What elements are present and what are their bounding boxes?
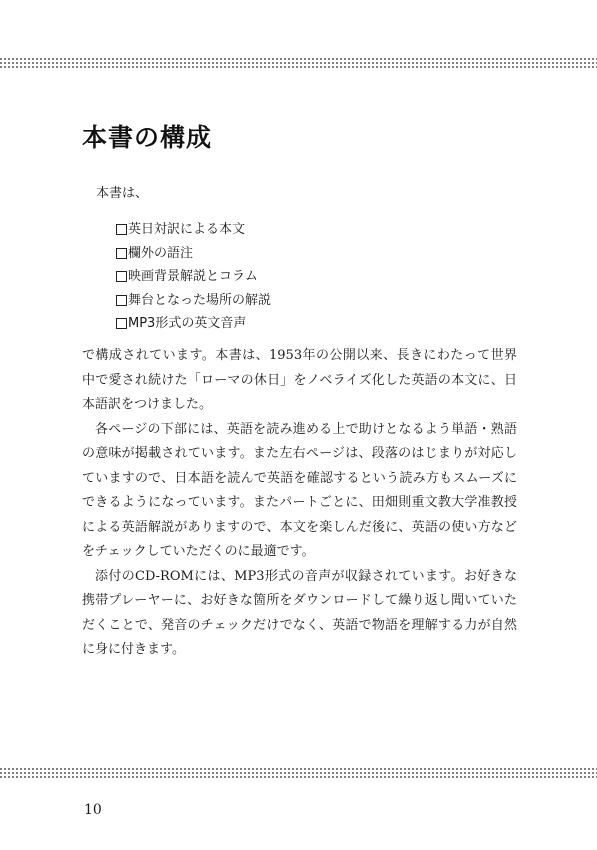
checkbox-icon — [116, 295, 127, 306]
checklist-item-label: 欄外の語注 — [128, 245, 194, 261]
checklist-item — [116, 218, 271, 242]
top-decorative-border — [0, 58, 597, 68]
body-paragraph: 各ページの下部には、英語を読み進める上で助けとなるよう単語・熟語の意味が掲載されています。また左右ページは、段落のはじまりが対応していますので、日本語を読んで英語を確認するという読み方もスムーズにできるようになっています。またパートごとに、田畑則重文教大学准教授による英語解説がありますので、本文を楽しんだ後に、英語の使い方などをチェックしていただくのに最適です。 — [82, 421, 517, 559]
checklist-item — [116, 289, 271, 313]
checklist-item-label: 映画背景解説とコラム — [128, 269, 258, 284]
checklist-item — [116, 242, 271, 266]
checkbox-icon — [116, 224, 127, 235]
body-paragraph: で構成されています。本書は、1953年の公開以来、長きにわたって世界中で愛され続けた「ローマの休日」をノベライズ化した英語の本文に、日本語訳をつけました。 — [82, 348, 517, 412]
checklist-item-label: MP3形式の英文音声 — [128, 316, 247, 331]
checklist-item-label: 舞台となった場所の解説 — [128, 292, 272, 308]
checklist-item — [116, 312, 271, 336]
checkbox-icon — [116, 248, 127, 259]
page-title: 本書の構成 — [82, 123, 213, 152]
checkbox-icon — [116, 271, 127, 282]
body-text — [82, 344, 517, 663]
checkbox-icon — [116, 318, 127, 329]
body-paragraph: 添付のCD-ROMには、MP3形式の音声が収録されています。お好きな携帯プレーヤーに、お好きな箇所をダウンロードして繰り返し聞いていただくことで、発音のチェックだけでなく、英語で物語を理解する力が自然に身に付きます。 — [82, 568, 517, 657]
page-number: 10 — [84, 802, 102, 818]
checklist-item-label: 英日対訳による本文 — [128, 222, 246, 237]
checklist-item — [116, 265, 271, 289]
bottom-decorative-border — [0, 768, 597, 778]
intro-text: 本書は、 — [96, 186, 149, 201]
contents-checklist — [116, 218, 271, 336]
